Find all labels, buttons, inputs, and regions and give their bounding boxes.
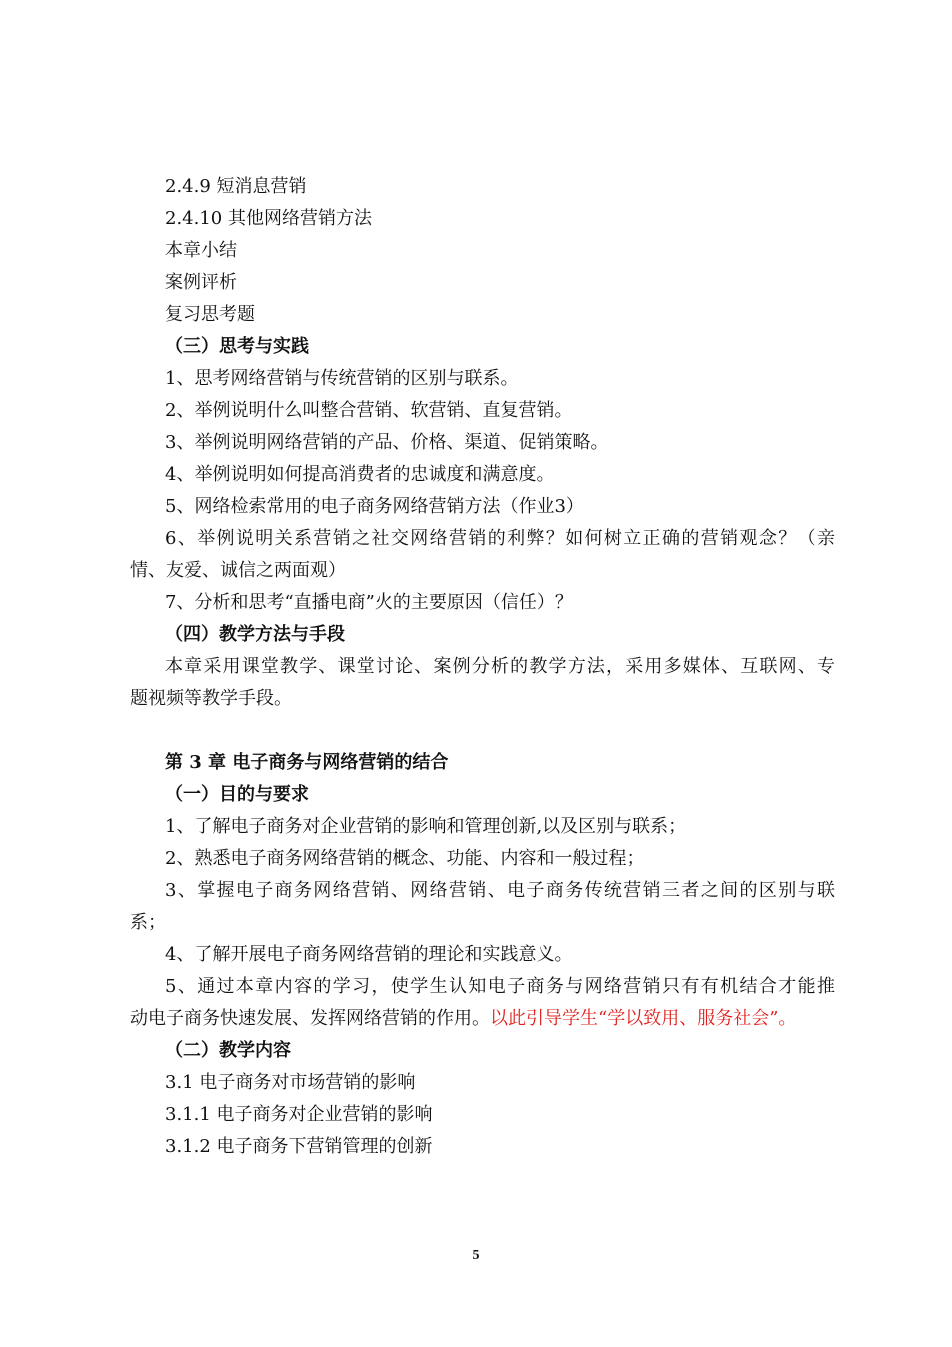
goal-4: 4、了解开展电子商务网络营销的理论和实践意义。: [165, 944, 573, 965]
question-6-line-2: 情、友爱、诚信之两面观）: [130, 560, 346, 581]
question-7: 7、分析和思考“直播电商”火的主要原因（信任）？: [165, 592, 573, 613]
content-item-3-1-1: 3.1.1 电子商务对企业营销的影响: [165, 1104, 433, 1125]
goal-3-line-1: 3、掌握电子商务网络营销、网络营销、电子商务传统营销三者之间的区别与联: [165, 880, 835, 901]
question-3: 3、举例说明网络营销的产品、价格、渠道、促销策略。: [165, 432, 609, 453]
page-number: 5: [472, 1248, 480, 1263]
section-heading-goals: （一）目的与要求: [165, 784, 309, 805]
toc-item-case: 案例评析: [165, 272, 237, 293]
question-5: 5、网络检索常用的电子商务网络营销方法（作业3）: [165, 496, 584, 517]
goal-5-line-1: 5、通过本章内容的学习，使学生认知电子商务与网络营销只有有机结合才能推: [165, 976, 835, 997]
method-paragraph-line-2: 题视频等教学手段。: [130, 688, 292, 709]
goal-5-line-2: [130, 1003, 835, 1035]
content-item-3-1: 3.1 电子商务对市场营销的影响: [165, 1072, 416, 1093]
toc-item-2-4-9: 2.4.9 短消息营销: [165, 176, 307, 197]
section-heading-method: （四）教学方法与手段: [165, 624, 345, 645]
goal-2: 2、熟悉电子商务网络营销的概念、功能、内容和一般过程；: [165, 848, 645, 869]
goal-1: 1、了解电子商务对企业营销的影响和管理创新,以及区别与联系；: [165, 816, 687, 837]
goal-5-highlight: 以此引导学生“学以致用、服务社会”。: [490, 1008, 797, 1029]
goal-5-text: 动电子商务快速发展、发挥网络营销的作用。: [130, 1008, 490, 1029]
chapter-title: 第 3 章 电子商务与网络营销的结合: [165, 752, 449, 773]
section-heading-content: （二）教学内容: [165, 1040, 291, 1061]
content-item-3-1-2: 3.1.2 电子商务下营销管理的创新: [165, 1136, 433, 1157]
toc-item-summary: 本章小结: [165, 240, 237, 261]
toc-item-review: 复习思考题: [165, 304, 255, 325]
method-paragraph-line-1: 本章采用课堂教学、课堂讨论、案例分析的教学方法，采用多媒体、互联网、专: [165, 656, 835, 677]
question-6-line-1: 6、举例说明关系营销之社交网络营销的利弊？如何树立正确的营销观念？（亲: [165, 528, 835, 549]
question-1: 1、思考网络营销与传统营销的区别与联系。: [165, 368, 519, 389]
toc-item-2-4-10: 2.4.10 其他网络营销方法: [165, 208, 372, 229]
question-4: 4、举例说明如何提高消费者的忠诚度和满意度。: [165, 464, 555, 485]
goal-3-line-2: 系；: [130, 912, 166, 933]
section-heading-think: （三）思考与实践: [165, 336, 309, 357]
question-2: 2、举例说明什么叫整合营销、软营销、直复营销。: [165, 400, 573, 421]
